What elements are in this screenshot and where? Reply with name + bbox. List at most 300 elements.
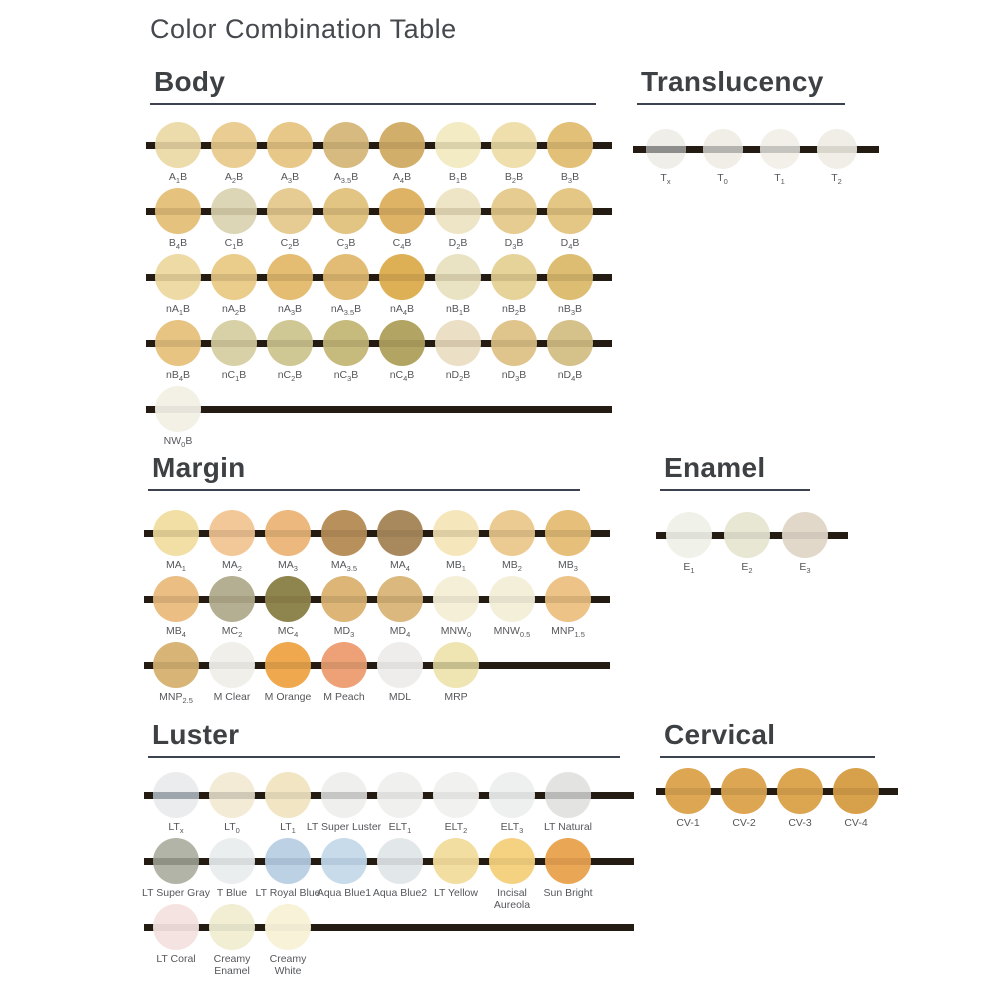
- shade-translucency-stripe: [545, 530, 591, 537]
- shade-label: $nC_4B$: [389, 369, 415, 384]
- shade-swatch-mb4: [148, 576, 204, 642]
- shade-translucency-stripe: [435, 274, 481, 281]
- shade-translucency-stripe: [153, 924, 199, 931]
- shade-color-circle: [209, 642, 255, 688]
- shade-swatch-na1b: [150, 254, 206, 320]
- shade-translucency-stripe: [265, 530, 311, 537]
- shade-label: $B_1B$: [448, 171, 468, 186]
- shade-color-circle: [433, 642, 479, 688]
- swatch-rows-cervical: [660, 768, 884, 834]
- shade-color-circle: [155, 386, 201, 432]
- shade-translucency-stripe: [721, 788, 767, 795]
- shade-translucency-stripe: [267, 208, 313, 215]
- shade-label: Creamy Enamel: [213, 953, 251, 978]
- shade-swatch-mnp1.5: [540, 576, 596, 642]
- shade-label: $MB_3$: [558, 559, 578, 574]
- shade-color-circle: [155, 122, 201, 168]
- shade-label: Aqua Blue2: [372, 887, 428, 899]
- shade-label: $nD_3B$: [501, 369, 527, 384]
- shade-label: CV-1: [676, 817, 700, 829]
- shade-color-circle: [265, 772, 311, 818]
- shade-label: $B_3B$: [560, 171, 580, 186]
- shade-color-circle: [155, 320, 201, 366]
- shade-label: $nC_1B$: [221, 369, 247, 384]
- shade-translucency-stripe: [155, 406, 201, 413]
- shade-swatch-na3b: [262, 254, 318, 320]
- shade-label: $MNP_{2.5}$: [159, 691, 193, 706]
- shade-color-circle: [547, 254, 593, 300]
- shade-color-circle: [433, 838, 479, 884]
- heading-underline: [637, 103, 845, 105]
- shade-color-circle: [265, 642, 311, 688]
- shade-translucency-stripe: [323, 274, 369, 281]
- shade-color-circle: [489, 838, 535, 884]
- shade-color-circle: [433, 772, 479, 818]
- shade-label: M Orange: [264, 691, 312, 703]
- shade-swatch-mnp2.5: [148, 642, 204, 708]
- shade-color-circle: [209, 510, 255, 556]
- shade-translucency-stripe: [155, 340, 201, 347]
- shade-swatch-t2: [808, 129, 865, 195]
- shade-translucency-stripe: [489, 792, 535, 799]
- section-heading-margin: Margin: [152, 452, 246, 483]
- shade-label: CV-4: [844, 817, 868, 829]
- shade-color-circle: [321, 642, 367, 688]
- shade-color-circle: [379, 188, 425, 234]
- shade-swatch-na3.5b: [318, 254, 374, 320]
- section-enamel: [660, 452, 834, 578]
- shade-label: $T_2$: [831, 172, 842, 187]
- shade-swatch-lt0: [204, 772, 260, 838]
- shade-swatch-c4b: [374, 188, 430, 254]
- shade-translucency-stripe: [377, 792, 423, 799]
- section-cervical: [660, 719, 884, 834]
- shade-label: $D_3B$: [504, 237, 524, 252]
- shade-label: $MA_4$: [390, 559, 410, 574]
- shade-translucency-stripe: [817, 146, 857, 153]
- shade-translucency-stripe: [377, 530, 423, 537]
- shade-label: $nA_1B$: [165, 303, 191, 318]
- shade-label: $T_1$: [774, 172, 785, 187]
- shade-translucency-stripe: [265, 792, 311, 799]
- section-heading-translucency: Translucency: [641, 66, 824, 97]
- shade-translucency-stripe: [377, 858, 423, 865]
- shade-label: $ELT_3$: [500, 821, 524, 836]
- shade-swatch-nc4b: [374, 320, 430, 386]
- shade-swatch-nb2b: [486, 254, 542, 320]
- shade-label: $nA_3B$: [277, 303, 303, 318]
- shade-swatch-a3b: [262, 122, 318, 188]
- shade-swatch-ma1: [148, 510, 204, 576]
- shade-swatch-c2b: [262, 188, 318, 254]
- swatch-row: [150, 386, 598, 452]
- shade-color-circle: [833, 768, 879, 814]
- shade-color-circle: [267, 122, 313, 168]
- shade-swatch-ltx: [148, 772, 204, 838]
- shade-translucency-stripe: [782, 532, 828, 539]
- shade-color-circle: [545, 838, 591, 884]
- shade-color-circle: [323, 188, 369, 234]
- shade-swatch-lt-coral: [148, 904, 204, 970]
- shade-label: $nB_4B$: [165, 369, 191, 384]
- shade-color-circle: [211, 254, 257, 300]
- shade-swatch-mb2: [484, 510, 540, 576]
- shade-color-circle: [323, 122, 369, 168]
- shade-translucency-stripe: [433, 596, 479, 603]
- shade-translucency-stripe: [209, 596, 255, 603]
- shade-label: $T_0$: [717, 172, 728, 187]
- shade-swatch-a2b: [206, 122, 262, 188]
- shade-color-circle: [545, 576, 591, 622]
- shade-translucency-stripe: [489, 596, 535, 603]
- shade-color-circle: [321, 576, 367, 622]
- shade-color-circle: [547, 188, 593, 234]
- shade-label: MRP: [444, 691, 468, 703]
- shade-color-circle: [209, 576, 255, 622]
- shade-color-circle: [267, 254, 313, 300]
- shade-label: $E_2$: [741, 561, 753, 576]
- shade-label: $MA_2$: [222, 559, 242, 574]
- shade-swatch-na4b: [374, 254, 430, 320]
- shade-translucency-stripe: [724, 532, 770, 539]
- shade-color-circle: [211, 188, 257, 234]
- shade-translucency-stripe: [435, 208, 481, 215]
- shade-translucency-stripe: [379, 208, 425, 215]
- swatch-rows-enamel: [660, 512, 834, 578]
- shade-color-circle: [724, 512, 770, 558]
- shade-color-circle: [323, 254, 369, 300]
- shade-swatch-nd2b: [430, 320, 486, 386]
- shade-color-circle: [782, 512, 828, 558]
- shade-translucency-stripe: [666, 532, 712, 539]
- shade-label: $LT_x$: [168, 821, 184, 836]
- shade-color-circle: [153, 510, 199, 556]
- shade-translucency-stripe: [323, 142, 369, 149]
- swatch-row: [660, 512, 834, 578]
- shade-label: LT Super Gray: [142, 887, 210, 899]
- shade-color-circle: [209, 904, 255, 950]
- shade-translucency-stripe: [153, 858, 199, 865]
- swatch-rows-margin: [148, 510, 596, 708]
- shade-swatch-b3b: [542, 122, 598, 188]
- heading-underline: [148, 489, 580, 491]
- shade-label: $C_4B$: [392, 237, 412, 252]
- shade-color-circle: [155, 188, 201, 234]
- shade-swatch-b2b: [486, 122, 542, 188]
- swatch-rows-translucency: [637, 129, 865, 195]
- shade-swatch-nb1b: [430, 254, 486, 320]
- shade-swatch-elt3: [484, 772, 540, 838]
- shade-label: CV-3: [788, 817, 812, 829]
- shade-translucency-stripe: [435, 340, 481, 347]
- shade-color-circle: [545, 772, 591, 818]
- shade-color-circle: [379, 122, 425, 168]
- shade-label: $ELT_1$: [388, 821, 412, 836]
- shade-translucency-stripe: [265, 596, 311, 603]
- shade-label: $MNP_{1.5}$: [551, 625, 585, 640]
- shade-label: $D_4B$: [560, 237, 580, 252]
- section-heading-body: Body: [154, 66, 226, 97]
- shade-translucency-stripe: [153, 596, 199, 603]
- shade-translucency-stripe: [155, 274, 201, 281]
- shade-translucency-stripe: [760, 146, 800, 153]
- shade-swatch-lt-royal-blue: [255, 838, 321, 904]
- shade-translucency-stripe: [267, 340, 313, 347]
- shade-swatch-mc2: [204, 576, 260, 642]
- shade-label: $A_4B$: [392, 171, 412, 186]
- shade-label: $B_4B$: [168, 237, 188, 252]
- shade-label: M Peach: [323, 691, 365, 703]
- shade-color-circle: [323, 320, 369, 366]
- shade-label: MDL: [388, 691, 412, 703]
- shade-color-circle: [211, 122, 257, 168]
- section-translucency: [637, 66, 865, 195]
- shade-label: Aqua Blue1: [316, 887, 372, 899]
- shade-label: T Blue: [216, 887, 248, 899]
- shade-translucency-stripe: [267, 274, 313, 281]
- shade-label: LT Super Luster: [306, 821, 382, 833]
- shade-translucency-stripe: [435, 142, 481, 149]
- shade-color-circle: [433, 576, 479, 622]
- shade-swatch-ma2: [204, 510, 260, 576]
- shade-translucency-stripe: [323, 208, 369, 215]
- shade-label: $MNW_0$: [440, 625, 472, 640]
- shade-swatch-cv-2: [716, 768, 772, 834]
- shade-color-circle: [491, 188, 537, 234]
- shade-color-circle: [321, 510, 367, 556]
- shade-swatch-md4: [372, 576, 428, 642]
- shade-swatch-t0: [694, 129, 751, 195]
- shade-swatch-nc1b: [206, 320, 262, 386]
- shade-translucency-stripe: [379, 340, 425, 347]
- shade-swatch-aqua-blue2: [372, 838, 428, 904]
- shade-color-circle: [153, 772, 199, 818]
- shade-color-circle: [547, 320, 593, 366]
- shade-color-circle: [265, 838, 311, 884]
- shade-translucency-stripe: [155, 142, 201, 149]
- swatch-row: [148, 510, 596, 576]
- shade-translucency-stripe: [545, 858, 591, 865]
- shade-label: $MB_4$: [166, 625, 186, 640]
- shade-translucency-stripe: [321, 596, 367, 603]
- shade-label: $nA_4B$: [389, 303, 415, 318]
- shade-swatch-e3: [776, 512, 834, 578]
- shade-swatch-nd4b: [542, 320, 598, 386]
- shade-label: $C_1B$: [224, 237, 244, 252]
- shade-color-circle: [377, 576, 423, 622]
- shade-color-circle: [817, 129, 857, 169]
- shade-swatch-nb4b: [150, 320, 206, 386]
- shade-color-circle: [666, 512, 712, 558]
- shade-label: $nB_1B$: [445, 303, 471, 318]
- shade-label: $NW_0B$: [163, 435, 193, 450]
- swatch-row: [148, 576, 596, 642]
- shade-label: Creamy White: [269, 953, 307, 978]
- shade-translucency-stripe: [491, 274, 537, 281]
- shade-swatch-nc2b: [262, 320, 318, 386]
- shade-label: $A_3B$: [280, 171, 300, 186]
- shade-translucency-stripe: [209, 858, 255, 865]
- shade-label: $MD_4$: [389, 625, 411, 640]
- swatch-row: [150, 254, 598, 320]
- shade-swatch-aqua-blue1: [316, 838, 372, 904]
- shade-color-circle: [547, 122, 593, 168]
- shade-swatch-ma3: [260, 510, 316, 576]
- shade-color-circle: [379, 254, 425, 300]
- shade-label: $MA_1$: [166, 559, 186, 574]
- shade-color-circle: [433, 510, 479, 556]
- shade-swatch-cv-1: [660, 768, 716, 834]
- shade-color-circle: [321, 772, 367, 818]
- page-title: Color Combination Table: [150, 14, 457, 44]
- section-margin: [148, 452, 596, 708]
- shade-swatch-tx: [637, 129, 694, 195]
- shade-translucency-stripe: [265, 662, 311, 669]
- shade-translucency-stripe: [646, 146, 686, 153]
- shade-label: Sun Bright: [543, 887, 593, 899]
- shade-color-circle: [267, 188, 313, 234]
- shade-translucency-stripe: [211, 340, 257, 347]
- shade-label: $ELT_2$: [444, 821, 468, 836]
- shade-swatch-lt-super-luster: [306, 772, 382, 838]
- shade-swatch-ma4: [372, 510, 428, 576]
- shade-translucency-stripe: [321, 792, 367, 799]
- shade-color-circle: [153, 838, 199, 884]
- shade-swatch-d2b: [430, 188, 486, 254]
- heading-underline: [150, 103, 596, 105]
- section-body: [150, 66, 598, 452]
- shade-swatch-sun-bright: [540, 838, 596, 904]
- shade-translucency-stripe: [377, 596, 423, 603]
- shade-color-circle: [760, 129, 800, 169]
- section-heading-enamel: Enamel: [664, 452, 766, 483]
- shade-swatch-mc4: [260, 576, 316, 642]
- shade-color-circle: [721, 768, 767, 814]
- shade-label: $B_2B$: [504, 171, 524, 186]
- shade-label: $nD_2B$: [445, 369, 471, 384]
- shade-swatch-nw0b: [150, 386, 206, 452]
- shade-label: $C_3B$: [336, 237, 356, 252]
- shade-swatch-nb3b: [542, 254, 598, 320]
- shade-swatch-d4b: [542, 188, 598, 254]
- shade-translucency-stripe: [433, 530, 479, 537]
- shade-swatch-c3b: [318, 188, 374, 254]
- shade-label: LT Royal Blue: [255, 887, 321, 899]
- shade-color-circle: [267, 320, 313, 366]
- shade-color-circle: [209, 772, 255, 818]
- swatch-row: [150, 320, 598, 386]
- shade-translucency-stripe: [379, 274, 425, 281]
- shade-swatch-b4b: [150, 188, 206, 254]
- shade-color-circle: [777, 768, 823, 814]
- heading-underline: [148, 756, 620, 758]
- shade-color-circle: [209, 838, 255, 884]
- shade-color-circle: [211, 320, 257, 366]
- shade-swatch-mb3: [540, 510, 596, 576]
- shade-swatch-e2: [718, 512, 776, 578]
- shade-translucency-stripe: [211, 142, 257, 149]
- shade-swatch-m-orange: [260, 642, 316, 708]
- shade-color-circle: [646, 129, 686, 169]
- shade-swatch-na2b: [206, 254, 262, 320]
- shade-label: $D_2B$: [448, 237, 468, 252]
- shade-label: $MC_4$: [277, 625, 299, 640]
- shade-translucency-stripe: [377, 662, 423, 669]
- shade-label: $LT_1$: [280, 821, 296, 836]
- shade-label: $nB_3B$: [557, 303, 583, 318]
- shade-color-circle: [153, 576, 199, 622]
- shade-swatch-creamy-enamel: [204, 904, 260, 978]
- shade-swatch-md3: [316, 576, 372, 642]
- shade-color-circle: [377, 510, 423, 556]
- shade-color-circle: [153, 904, 199, 950]
- shade-label: $C_2B$: [280, 237, 300, 252]
- shade-color-circle: [489, 772, 535, 818]
- shade-translucency-stripe: [267, 142, 313, 149]
- swatch-row: [142, 838, 620, 912]
- swatch-row: [148, 642, 596, 708]
- swatch-row: [660, 768, 884, 834]
- shade-swatch-d3b: [486, 188, 542, 254]
- shade-translucency-stripe: [491, 340, 537, 347]
- shade-label: $LT_0$: [224, 821, 240, 836]
- shade-color-circle: [491, 254, 537, 300]
- shade-connector-line: [146, 406, 612, 413]
- shade-color-circle: [545, 510, 591, 556]
- shade-label: CV-2: [732, 817, 756, 829]
- shade-swatch-m-peach: [316, 642, 372, 708]
- shade-swatch-a4b: [374, 122, 430, 188]
- shade-label: $MB_2$: [502, 559, 522, 574]
- shade-translucency-stripe: [211, 274, 257, 281]
- shade-translucency-stripe: [777, 788, 823, 795]
- shade-swatch-elt1: [372, 772, 428, 838]
- shade-swatch-cv-4: [828, 768, 884, 834]
- shade-label: $E_3$: [799, 561, 811, 576]
- shade-swatch-incisal-aureola: [484, 838, 540, 912]
- shade-translucency-stripe: [153, 792, 199, 799]
- shade-swatch-b1b: [430, 122, 486, 188]
- shade-swatch-nc3b: [318, 320, 374, 386]
- shade-label: $MA_{3.5}$: [330, 559, 358, 574]
- shade-color-circle: [265, 904, 311, 950]
- shade-swatch-t-blue: [204, 838, 260, 904]
- shade-swatch-elt2: [428, 772, 484, 838]
- swatch-row: [637, 129, 865, 195]
- shade-label: $E_1$: [683, 561, 695, 576]
- shade-translucency-stripe: [153, 662, 199, 669]
- shade-label: LT Coral: [156, 953, 196, 965]
- swatch-row: [148, 904, 620, 978]
- shade-color-circle: [265, 510, 311, 556]
- shade-label: $nB_2B$: [501, 303, 527, 318]
- shade-swatch-lt-super-gray: [142, 838, 210, 904]
- shade-translucency-stripe: [489, 530, 535, 537]
- shade-swatch-lt-yellow: [428, 838, 484, 904]
- shade-swatch-mdl: [372, 642, 428, 708]
- swatch-rows-body: [150, 122, 598, 452]
- shade-translucency-stripe: [155, 208, 201, 215]
- shade-translucency-stripe: [491, 208, 537, 215]
- shade-swatch-cv-3: [772, 768, 828, 834]
- shade-color-circle: [377, 642, 423, 688]
- shade-translucency-stripe: [489, 858, 535, 865]
- shade-label: $nA_{3.5}B$: [330, 303, 362, 318]
- shade-translucency-stripe: [547, 274, 593, 281]
- shade-label: $nC_2B$: [277, 369, 303, 384]
- shade-color-circle: [489, 510, 535, 556]
- shade-swatch-c1b: [206, 188, 262, 254]
